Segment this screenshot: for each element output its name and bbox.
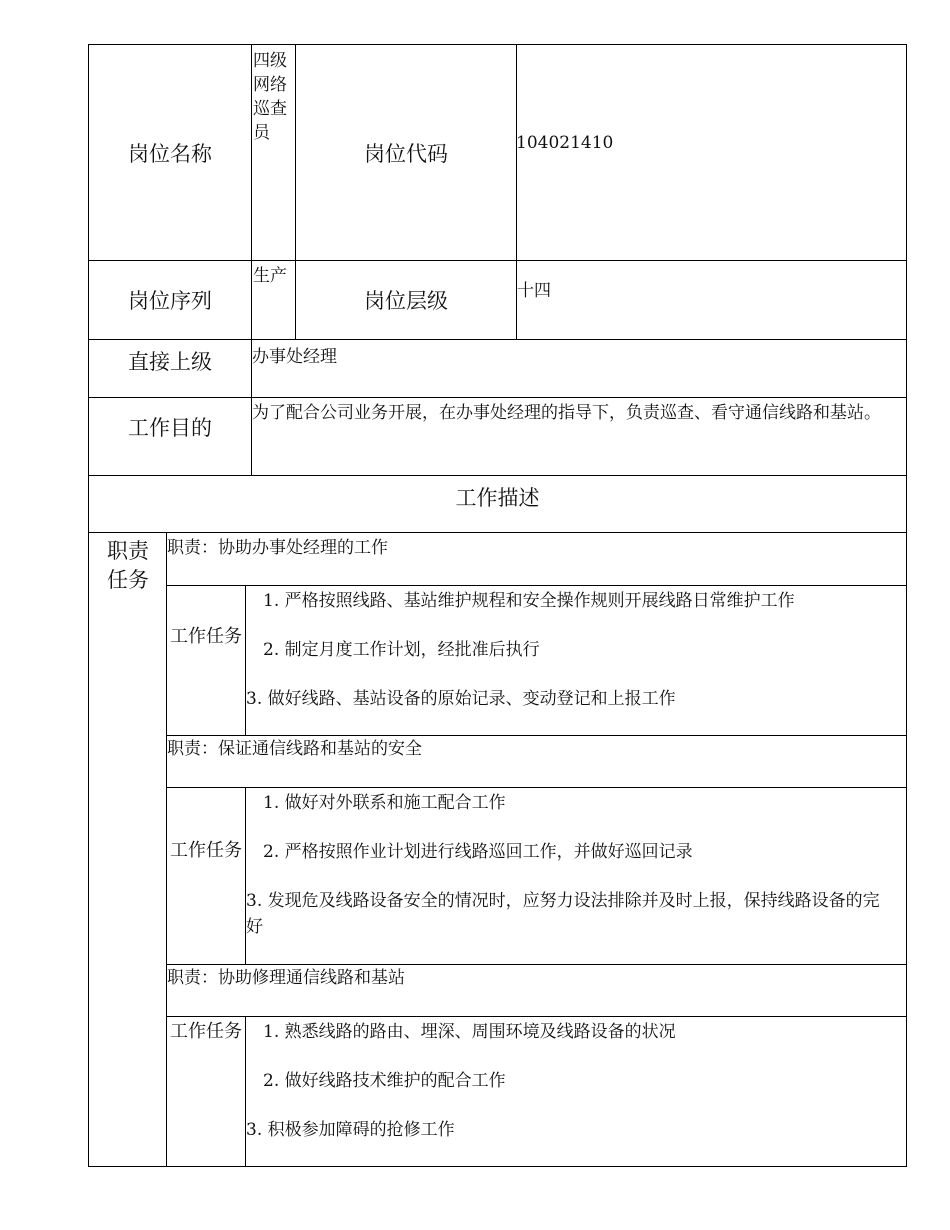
task-item: 1. 做好对外联系和施工配合工作 (263, 793, 506, 813)
duties-section-label: 职责任务 (89, 532, 167, 1166)
task-item: 1. 严格按照线路、基站维护规程和安全操作规则开展线路日常维护工作 (263, 591, 795, 611)
task-item: 2. 做好线路技术维护的配合工作 (263, 1071, 506, 1091)
work-task-label: 工作任务 (170, 840, 242, 861)
task-list (245, 788, 907, 965)
duty-task-block (167, 787, 907, 964)
work-task-label: 工作任务 (170, 626, 242, 647)
post-sequence-value: 生产 (251, 260, 295, 339)
post-code-label: 岗位代码 (295, 45, 516, 260)
task-item: 3. 积极参加障碍的抢修工作 (246, 1120, 455, 1140)
task-item: 1. 熟悉线路的路由、埋深、周围环境及线路设备的状况 (263, 1022, 676, 1042)
duty-title-row (167, 735, 907, 787)
task-item: 3. 发现危及线路设备安全的情况时，应努力设法排除并及时上报，保持线路设备的完好 (246, 891, 880, 937)
post-name-value: 四级网络巡查员 (251, 45, 295, 260)
superior-label: 直接上级 (89, 339, 251, 397)
work-task-label: 工作任务 (170, 1021, 242, 1042)
duty-title: 职责：保证通信线路和基站的安全 (167, 739, 422, 759)
task-list (245, 586, 907, 736)
task-item: 3. 做好线路、基站设备的原始记录、变动登记和上报工作 (246, 689, 676, 709)
duty-title: 职责：协助修理通信线路和基站 (167, 968, 405, 988)
post-name-label: 岗位名称 (128, 141, 212, 166)
post-sequence-label: 岗位序列 (89, 260, 251, 339)
post-level-value: 十四 (517, 260, 906, 339)
task-item: 2. 制定月度工作计划，经批准后执行 (263, 640, 540, 660)
duty-task-block (167, 585, 907, 735)
work-description-title: 工作描述 (89, 475, 906, 532)
post-code-value: 104021410 (516, 133, 614, 153)
purpose-label: 工作目的 (89, 397, 251, 475)
post-level-label: 岗位层级 (295, 260, 516, 339)
duties-area (166, 532, 906, 1166)
duty-task-block (167, 1016, 907, 1166)
task-list (245, 1017, 907, 1167)
duty-title: 职责：协助办事处经理的工作 (167, 538, 388, 558)
superior-value: 办事处经理 (251, 339, 906, 397)
purpose-value: 为了配合公司业务开展，在办事处经理的指导下，负责巡查、看守通信线路和基站。 (251, 397, 906, 475)
task-item: 2. 严格按照作业计划进行线路巡回工作，并做好巡回记录 (263, 842, 693, 862)
job-description-table (88, 44, 907, 1167)
duty-title-row (167, 964, 907, 1016)
